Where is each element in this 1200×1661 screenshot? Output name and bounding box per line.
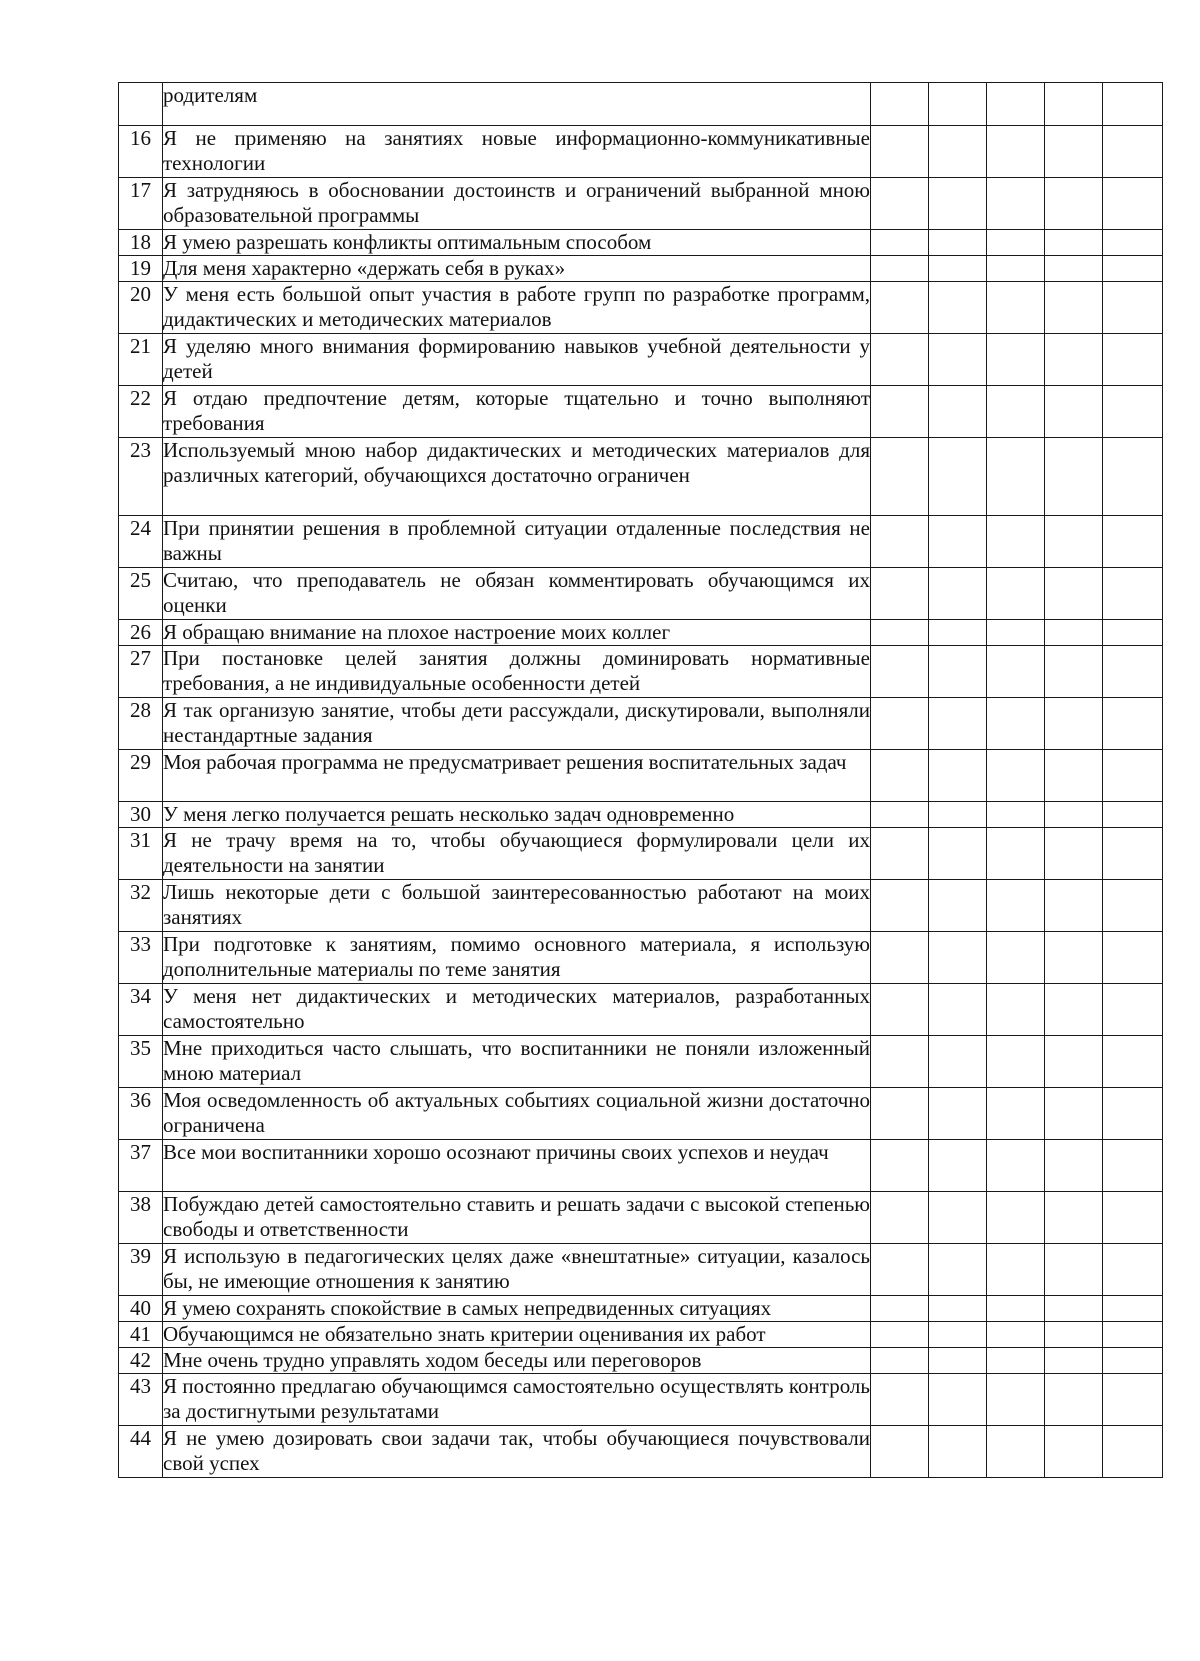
answer-cell[interactable] — [1103, 1426, 1163, 1478]
row-number: 36 — [119, 1088, 163, 1140]
answer-cell[interactable] — [1103, 1374, 1163, 1426]
answer-cell[interactable] — [987, 932, 1045, 984]
answer-cell[interactable] — [1103, 1036, 1163, 1088]
answer-cell[interactable] — [987, 1036, 1045, 1088]
row-number: 32 — [119, 880, 163, 932]
answer-cell[interactable] — [929, 1374, 987, 1426]
answer-cell[interactable] — [929, 334, 987, 386]
answer-cell[interactable] — [929, 880, 987, 932]
row-number: 16 — [119, 126, 163, 178]
row-number: 31 — [119, 828, 163, 880]
answer-cell[interactable] — [1103, 516, 1163, 568]
answer-cell[interactable] — [929, 568, 987, 620]
answer-cell[interactable] — [1045, 256, 1103, 282]
answer-cell[interactable] — [1103, 750, 1163, 802]
statement-text: Я не трачу время на то, чтобы обучающиеся формулировали цели их деятельности на занятии — [163, 828, 871, 880]
statement-text: Я умею сохранять спокойствие в самых непредвиденных ситуациях — [163, 1296, 871, 1322]
answer-cell[interactable] — [987, 1322, 1045, 1348]
answer-cell[interactable] — [871, 1296, 929, 1322]
answer-cell[interactable] — [987, 230, 1045, 256]
statement-text: родителям — [163, 83, 871, 126]
table-row — [119, 1374, 1163, 1426]
row-number: 41 — [119, 1322, 163, 1348]
row-number: 34 — [119, 984, 163, 1036]
answer-cell[interactable] — [1045, 646, 1103, 698]
table-row — [119, 83, 1163, 126]
answer-cell[interactable] — [929, 1426, 987, 1478]
answer-cell[interactable] — [987, 880, 1045, 932]
table-row — [119, 1322, 1163, 1348]
table-row — [119, 880, 1163, 932]
answer-cell[interactable] — [871, 1036, 929, 1088]
answer-cell[interactable] — [1045, 568, 1103, 620]
answer-cell[interactable] — [1045, 1426, 1103, 1478]
answer-cell[interactable] — [871, 1374, 929, 1426]
statement-text: Мне приходиться часто слышать, что воспитанники не поняли изложенный мною материал — [163, 1036, 871, 1088]
answer-cell[interactable] — [987, 282, 1045, 334]
statement-text: Я уделяю много внимания формированию навыков учебной деятельности у детей — [163, 334, 871, 386]
answer-cell[interactable] — [987, 1426, 1045, 1478]
answer-cell[interactable] — [987, 256, 1045, 282]
answer-cell[interactable] — [929, 932, 987, 984]
row-number: 18 — [119, 230, 163, 256]
table-row — [119, 230, 1163, 256]
answer-cell[interactable] — [929, 83, 987, 126]
row-number: 20 — [119, 282, 163, 334]
answer-cell[interactable] — [871, 750, 929, 802]
answer-cell[interactable] — [1045, 438, 1103, 516]
statement-text: Моя осведомленность об актуальных событиях социальной жизни достаточно ограничена — [163, 1088, 871, 1140]
table-row — [119, 282, 1163, 334]
answer-cell[interactable] — [987, 828, 1045, 880]
answer-cell[interactable] — [871, 620, 929, 646]
answer-cell[interactable] — [987, 386, 1045, 438]
statement-text: У меня легко получается решать несколько задач одновременно — [163, 802, 871, 828]
row-number: 33 — [119, 932, 163, 984]
answer-cell[interactable] — [987, 620, 1045, 646]
answer-cell[interactable] — [929, 256, 987, 282]
answer-cell[interactable] — [929, 438, 987, 516]
answer-cell[interactable] — [929, 230, 987, 256]
answer-cell[interactable] — [871, 828, 929, 880]
answer-cell[interactable] — [871, 282, 929, 334]
answer-cell[interactable] — [1045, 1322, 1103, 1348]
answer-cell[interactable] — [871, 178, 929, 230]
answer-cell[interactable] — [1045, 750, 1103, 802]
statement-text: Моя рабочая программа не предусматривает решения воспитательных задач — [163, 750, 871, 802]
answer-cell[interactable] — [987, 750, 1045, 802]
answer-cell[interactable] — [1103, 802, 1163, 828]
table-row — [119, 334, 1163, 386]
answer-cell[interactable] — [871, 1426, 929, 1478]
answer-cell[interactable] — [929, 750, 987, 802]
answer-cell[interactable] — [1045, 828, 1103, 880]
answer-cell[interactable] — [1103, 828, 1163, 880]
row-number: 25 — [119, 568, 163, 620]
answer-cell[interactable] — [1045, 880, 1103, 932]
answer-cell[interactable] — [871, 932, 929, 984]
table-row — [119, 386, 1163, 438]
statement-text: Я умею разрешать конфликты оптимальным способом — [163, 230, 871, 256]
answer-cell[interactable] — [1045, 178, 1103, 230]
row-number: 17 — [119, 178, 163, 230]
row-number — [119, 83, 163, 126]
statement-text: Я не применяю на занятиях новые информационно-коммуникативные технологии — [163, 126, 871, 178]
answer-cell[interactable] — [871, 1348, 929, 1374]
answer-cell[interactable] — [1045, 334, 1103, 386]
answer-cell[interactable] — [1103, 1192, 1163, 1244]
answer-cell[interactable] — [1045, 1374, 1103, 1426]
table-row — [119, 698, 1163, 750]
answer-cell[interactable] — [871, 386, 929, 438]
answer-cell[interactable] — [929, 1322, 987, 1348]
row-number: 30 — [119, 802, 163, 828]
row-number: 21 — [119, 334, 163, 386]
answer-cell[interactable] — [987, 126, 1045, 178]
answer-cell[interactable] — [1045, 516, 1103, 568]
table-row — [119, 620, 1163, 646]
statement-text: Все мои воспитанники хорошо осознают причины своих успехов и неудач — [163, 1140, 871, 1192]
statement-text: Я затрудняюсь в обосновании достоинств и ограничений выбранной мною образовательной программы — [163, 178, 871, 230]
answer-cell[interactable] — [1045, 1036, 1103, 1088]
answer-cell[interactable] — [929, 126, 987, 178]
statement-text: При постановке целей занятия должны доминировать нормативные требования, а не индивидуальные особенности детей — [163, 646, 871, 698]
statement-text: При подготовке к занятиям, помимо основного материала, я использую дополнительные материалы по теме занятия — [163, 932, 871, 984]
answer-cell[interactable] — [1103, 1140, 1163, 1192]
table-row — [119, 932, 1163, 984]
answer-cell[interactable] — [987, 334, 1045, 386]
statement-text: Лишь некоторые дети с большой заинтересованностью работают на моих занятиях — [163, 880, 871, 932]
table-row — [119, 1296, 1163, 1322]
answer-cell[interactable] — [1045, 1348, 1103, 1374]
answer-cell[interactable] — [1103, 334, 1163, 386]
answer-cell[interactable] — [871, 230, 929, 256]
answer-cell[interactable] — [929, 1348, 987, 1374]
answer-cell[interactable] — [987, 178, 1045, 230]
answer-cell[interactable] — [929, 698, 987, 750]
table-row — [119, 126, 1163, 178]
answer-cell[interactable] — [929, 1192, 987, 1244]
answer-cell[interactable] — [1103, 386, 1163, 438]
answer-cell[interactable] — [1103, 1296, 1163, 1322]
answer-cell[interactable] — [1103, 230, 1163, 256]
answer-cell[interactable] — [1103, 932, 1163, 984]
statement-text: У меня есть большой опыт участия в работе групп по разработке программ, дидактических и методических материалов — [163, 282, 871, 334]
answer-cell[interactable] — [1045, 282, 1103, 334]
table-row — [119, 1088, 1163, 1140]
answer-cell[interactable] — [987, 1374, 1045, 1426]
statement-text: При принятии решения в проблемной ситуации отдаленные последствия не важны — [163, 516, 871, 568]
statement-text: Я обращаю внимание на плохое настроение моих коллег — [163, 620, 871, 646]
answer-cell[interactable] — [1103, 698, 1163, 750]
row-number: 43 — [119, 1374, 163, 1426]
answer-cell[interactable] — [871, 334, 929, 386]
answer-cell[interactable] — [871, 568, 929, 620]
table-row — [119, 750, 1163, 802]
answer-cell[interactable] — [929, 1140, 987, 1192]
answer-cell[interactable] — [871, 1140, 929, 1192]
statement-text: У меня нет дидактических и методических материалов, разработанных самостоятельно — [163, 984, 871, 1036]
answer-cell[interactable] — [1103, 282, 1163, 334]
answer-cell[interactable] — [871, 984, 929, 1036]
answer-cell[interactable] — [1103, 178, 1163, 230]
answer-cell[interactable] — [929, 828, 987, 880]
answer-cell[interactable] — [1103, 1088, 1163, 1140]
answer-cell[interactable] — [987, 802, 1045, 828]
table-row — [119, 438, 1163, 516]
answer-cell[interactable] — [929, 620, 987, 646]
answer-cell[interactable] — [987, 568, 1045, 620]
answer-cell[interactable] — [871, 256, 929, 282]
questionnaire-rows — [119, 83, 1163, 1478]
answer-cell[interactable] — [929, 386, 987, 438]
statement-text: Я так организую занятие, чтобы дети рассуждали, дискутировали, выполняли нестандартные задания — [163, 698, 871, 750]
answer-cell[interactable] — [1103, 1348, 1163, 1374]
table-row — [119, 1348, 1163, 1374]
answer-cell[interactable] — [987, 83, 1045, 126]
answer-cell[interactable] — [987, 438, 1045, 516]
answer-cell[interactable] — [987, 1088, 1045, 1140]
questionnaire-table — [118, 82, 1163, 1478]
statement-text: Побуждаю детей самостоятельно ставить и решать задачи с высокой степенью свободы и ответственности — [163, 1192, 871, 1244]
answer-cell[interactable] — [871, 1244, 929, 1296]
statement-text: Я отдаю предпочтение детям, которые тщательно и точно выполняют требования — [163, 386, 871, 438]
table-row — [119, 1426, 1163, 1478]
answer-cell[interactable] — [929, 802, 987, 828]
answer-cell[interactable] — [871, 1088, 929, 1140]
answer-cell[interactable] — [929, 1036, 987, 1088]
answer-cell[interactable] — [929, 516, 987, 568]
answer-cell[interactable] — [987, 516, 1045, 568]
row-number: 22 — [119, 386, 163, 438]
answer-cell[interactable] — [1045, 802, 1103, 828]
answer-cell[interactable] — [1045, 620, 1103, 646]
answer-cell[interactable] — [929, 646, 987, 698]
statement-text: Я не умею дозировать свои задачи так, чтобы обучающиеся почувствовали свой успех — [163, 1426, 871, 1478]
row-number: 44 — [119, 1426, 163, 1478]
answer-cell[interactable] — [871, 83, 929, 126]
statement-text: Я постоянно предлагаю обучающимся самостоятельно осуществлять контроль за достигнутыми результатами — [163, 1374, 871, 1426]
answer-cell[interactable] — [871, 516, 929, 568]
row-number: 23 — [119, 438, 163, 516]
answer-cell[interactable] — [987, 1140, 1045, 1192]
answer-cell[interactable] — [1045, 698, 1103, 750]
answer-cell[interactable] — [929, 282, 987, 334]
row-number: 35 — [119, 1036, 163, 1088]
row-number: 42 — [119, 1348, 163, 1374]
answer-cell[interactable] — [1045, 386, 1103, 438]
statement-text: Обучающимся не обязательно знать критерии оценивания их работ — [163, 1322, 871, 1348]
answer-cell[interactable] — [1045, 1088, 1103, 1140]
answer-cell[interactable] — [987, 1348, 1045, 1374]
answer-cell[interactable] — [871, 438, 929, 516]
statement-text: Я использую в педагогических целях даже «внештатные» ситуации, казалось бы, не имеющие отношения к занятию — [163, 1244, 871, 1296]
answer-cell[interactable] — [929, 1088, 987, 1140]
answer-cell[interactable] — [1045, 1192, 1103, 1244]
table-row — [119, 1036, 1163, 1088]
answer-cell[interactable] — [1045, 126, 1103, 178]
answer-cell[interactable] — [871, 126, 929, 178]
answer-cell[interactable] — [1103, 880, 1163, 932]
answer-cell[interactable] — [1103, 646, 1163, 698]
row-number: 29 — [119, 750, 163, 802]
row-number: 39 — [119, 1244, 163, 1296]
answer-cell[interactable] — [1103, 83, 1163, 126]
row-number: 27 — [119, 646, 163, 698]
answer-cell[interactable] — [1045, 1140, 1103, 1192]
answer-cell[interactable] — [871, 802, 929, 828]
answer-cell[interactable] — [1045, 83, 1103, 126]
answer-cell[interactable] — [1103, 126, 1163, 178]
answer-cell[interactable] — [987, 1192, 1045, 1244]
answer-cell[interactable] — [1103, 1322, 1163, 1348]
answer-cell[interactable] — [1103, 256, 1163, 282]
row-number: 24 — [119, 516, 163, 568]
row-number: 28 — [119, 698, 163, 750]
row-number: 26 — [119, 620, 163, 646]
answer-cell[interactable] — [987, 1296, 1045, 1322]
table-row — [119, 1244, 1163, 1296]
table-row — [119, 516, 1163, 568]
answer-cell[interactable] — [1103, 568, 1163, 620]
table-row — [119, 1140, 1163, 1192]
answer-cell[interactable] — [871, 1322, 929, 1348]
table-row — [119, 828, 1163, 880]
statement-text: Используемый мною набор дидактических и методических материалов для различных категорий, обучающихся достаточно ограничен — [163, 438, 871, 516]
table-row — [119, 178, 1163, 230]
statement-text: Считаю, что преподаватель не обязан комментировать обучающимся их оценки — [163, 568, 871, 620]
table-row — [119, 984, 1163, 1036]
table-row — [119, 646, 1163, 698]
answer-cell[interactable] — [1045, 1244, 1103, 1296]
answer-cell[interactable] — [871, 698, 929, 750]
answer-cell[interactable] — [1103, 438, 1163, 516]
answer-cell[interactable] — [929, 178, 987, 230]
answer-cell[interactable] — [1103, 1244, 1163, 1296]
answer-cell[interactable] — [871, 646, 929, 698]
answer-cell[interactable] — [987, 984, 1045, 1036]
row-number: 38 — [119, 1192, 163, 1244]
row-number: 40 — [119, 1296, 163, 1322]
answer-cell[interactable] — [929, 984, 987, 1036]
row-number: 37 — [119, 1140, 163, 1192]
table-row — [119, 1192, 1163, 1244]
table-row — [119, 256, 1163, 282]
answer-cell[interactable] — [1103, 984, 1163, 1036]
answer-cell[interactable] — [987, 698, 1045, 750]
answer-cell[interactable] — [1045, 932, 1103, 984]
answer-cell[interactable] — [987, 646, 1045, 698]
table-row — [119, 568, 1163, 620]
answer-cell[interactable] — [871, 880, 929, 932]
answer-cell[interactable] — [1045, 984, 1103, 1036]
answer-cell[interactable] — [929, 1244, 987, 1296]
row-number: 19 — [119, 256, 163, 282]
answer-cell[interactable] — [1103, 620, 1163, 646]
statement-text: Мне очень трудно управлять ходом беседы или переговоров — [163, 1348, 871, 1374]
answer-cell[interactable] — [871, 1192, 929, 1244]
answer-cell[interactable] — [929, 1296, 987, 1322]
statement-text: Для меня характерно «держать себя в руках» — [163, 256, 871, 282]
answer-cell[interactable] — [1045, 1296, 1103, 1322]
answer-cell[interactable] — [1045, 230, 1103, 256]
answer-cell[interactable] — [987, 1244, 1045, 1296]
table-row — [119, 802, 1163, 828]
